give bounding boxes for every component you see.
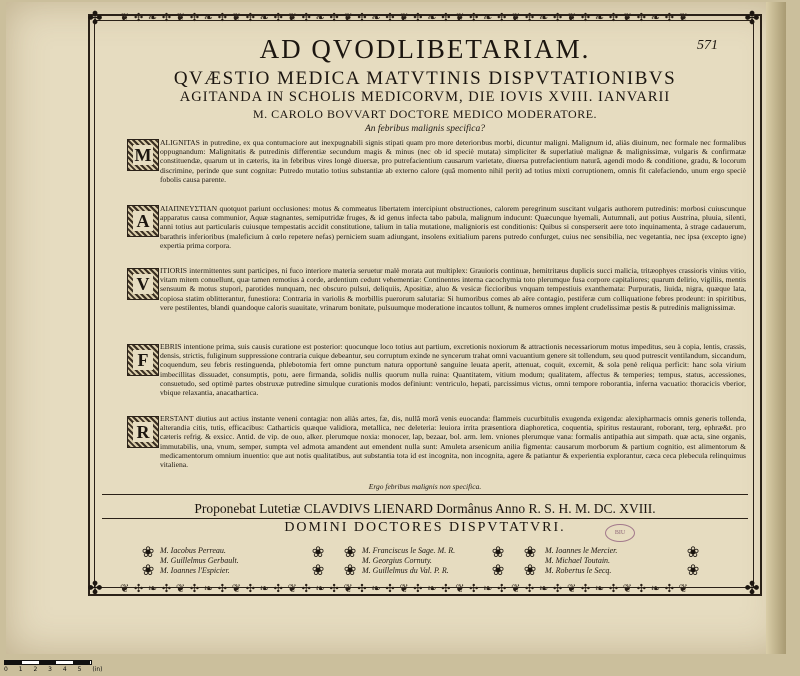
decorated-initial [127, 344, 159, 376]
divider [102, 494, 748, 495]
fleuron-icon: ❀ [686, 563, 700, 579]
corner-ornament-icon: ✤ [87, 578, 103, 598]
doctor-name: M. Guillelmus du Val. P. R. [362, 566, 449, 575]
doctor-list-col-1 [160, 546, 239, 576]
proponent-line: Proponebat Lutetiæ CLAVDIVS LIENARD Dormânus Anno R. S. H. M. DC. XVIII. [194, 501, 656, 516]
doctor-name: M. Robertus le Secq. [545, 566, 612, 575]
initial-letter: R [133, 422, 153, 442]
bottom-ornament-band: ❦ ✣ ❧ ✣ ❦ ✣ ❧ ✣ ❦ ✣ ❧ ✣ ❦ ✣ ❧ ✣ ❦ ✣ ❧ ✣ ❦ ✣ ❧ ✣ ❦ ✣ ❧ ✣ ❦ ✣ ❧ ✣ ❦ ✣ ❧ ✣ ❦ ✣ ❧ ✣ ❦ [120, 583, 689, 595]
decorated-initial [127, 268, 159, 300]
fleuron-icon: ❀ [523, 545, 537, 561]
conclusion: Ergo febribus malignis non specifica. [368, 482, 482, 491]
initial-letter: V [133, 274, 153, 294]
doctor-name: M. Georgius Cornuty. [362, 556, 432, 565]
thesis-question: An febribus malignis specifica? [364, 124, 486, 134]
paragraph-1: ALIGNITAS in putredine, ex qua contumaciore aut inexpugnabili signis stipati quam pro more deteriorıbus morbi, dicuntur maligni. Malignum id, aliàs diuinum, nec formale nec formalibus oppugnandum: Malignitatis & putredinis differentiæ secundum magis & minus (nec ob id speciè mutata) simpliciter & superlatiuè malignæ & malignissimæ, vulgaris & confirmatæ constituendæ, quarum ut in cæteris, ita in febribus vires longè diuersæ, pro putrefacientium causarum varietate, diuersa putrefacientium naturâ, agendi modo & conditione, gradu, & locorum discrimine, perinde que sunt cognitæ: Putredo mutatio totius substantiæ ab externo calore (quâ momento nihil perit) ad totius mixti corruptionem, omnis fit calefaciendo, unum ergo speciè fobolis causa parente. [160, 138, 746, 184]
fleuron-icon: ❀ [311, 545, 325, 561]
doctor-name: M. Michael Toutain. [545, 556, 611, 565]
decorated-initial [127, 416, 159, 448]
paragraph-4: EBRIS intentione prima, suis causis curatione est posterior: quocunque loco totius aut partium, excretionis noxiorum & attractionis necessariorum motus impeditus, seu à copia, lentis, crassis, densis, strictis, fuliginum suppressione contraria cuique debeantur, seu corruptum exinde ne syncerum trahat omni vacuantium genere sit tollendum, seu quod putrescit ventilandum, siccandum, coquendum, seu febris restinguenda, phlebotomia fert omne punctum natura opportunè sanguine leuata aperit, attenuat, coquit, excernit, & sola penè reliqua perficit: hanc sola virium imbecillitas dissuadet, consumptis, potu, aere firmanda, solidis nullis quorum nulla ruina: Quantitatem, vitium modum; qualitatem, affectus & temperies; tempus, status, accessiones, consuetudo, sed optimè partes obstruxæ putredine simulque curationis modos definiunt: ventriculo, hepati, parcissimus victus, omni tempore roborantia, inferna vacuatio: thoracicis vberior, vbique relaxantia, anacathartica. [160, 342, 746, 398]
book-gutter [766, 2, 786, 654]
subtitle-line-1: QVÆSTIO MEDICA MATVTINIS DISPVTATIONIBVS [173, 68, 677, 89]
corner-ornament-icon: ✤ [87, 8, 103, 28]
moderator-line: M. CAROLO BOVVART DOCTORE MEDICO MODERATORE. [252, 107, 598, 121]
initial-letter: M [134, 145, 152, 165]
page-number: 571 [697, 38, 718, 53]
corner-ornament-icon: ✤ [744, 578, 760, 598]
library-stamp: BIU [605, 524, 635, 542]
scale-bar [4, 660, 92, 665]
fleuron-icon: ❀ [343, 563, 357, 579]
main-title: AD QVODLIBETARIAM. [259, 34, 591, 64]
initial-letter: F [133, 350, 153, 370]
scale-labels: 0 1 2 3 4 5 (in) [4, 666, 103, 673]
top-ornament-band: ❦ ✣ ❧ ✣ ❦ ✣ ❧ ✣ ❦ ✣ ❧ ✣ ❦ ✣ ❧ ✣ ❦ ✣ ❧ ✣ ❦ ✣ ❧ ✣ ❦ ✣ ❧ ✣ ❦ ✣ ❧ ✣ ❦ ✣ ❧ ✣ ❦ ✣ ❧ ✣ ❦ [120, 12, 689, 24]
paragraph-5: ERSTANT diutius aut actius instante veneni contagia: non aliàs artes, fæ, dis, nullâ morâ venis euocanda: flammeis cucurbitulis exugenda exigenda: alexipharmacis omnis generis tollenda, alterandia citis, tutis, efficacibus: Catharticis quæque validiora, metallica, nec deleteria: leuiora irrita præsentiora diaphoretica, coquentia, spiritus restaurant, roborant, terg, ephræ&t. pro cæteris refrig. & exsicc. Antid. de vip. de ouo, alker. plerumque noxia: monocer, lap, bezaar, bol. arm. lem. vniones plerumque vana: formalis antipathia aut simpath. quæ acta, sine organis, immutabilis, una, vnum, semper, sumpta vel admota amandent aut emendent nulla sunt: Amuleta arsenicum anilia figmenta: causarum morborum & partium cognitio, est alimentorum & medicamentorum omnium inuentio: que aut notis qualitatibus, aut substantia tota id est incognita, non incognita, agere & patiantur & experientia explorantur, cæca ceca plebecula relinquimus vitaliena. [160, 414, 746, 470]
paragraph-2: ΑΙΑΠΝΕΥΣΤΙΑΝ quotquot pariunt occlusiones: motus & commeatus libertatem intercipiunt obstructiones, calorem peregrinum suscitant vulgaris authorem putredinis: morbosi cuiuscunque apparatus causa communior, Aquæ stagnantes, semiputridæ fruges, & id genus infecta tabo pabula, malignum inducunt: Quæcunque hyemali, Autumnali, aut potius Austrina, pluuia, silenti, anni totius aut particularis cuiusque tempestatis accidit constitutione, talium in talia mutatione, malignioris est conditionis: Quibus si consperserit aere toto inquinamenta, à strage cadauerum, barathris inferioribus (maleficium à cœlo repetere nefas) perniciem suam adiungant, insolens exitialium parens putredo confurget, cuius nec sensibilia, nec vegetantia, nec ipsa (excepto igne) expertia prima corpora. [160, 204, 746, 250]
fleuron-icon: ❀ [343, 545, 357, 561]
corner-ornament-icon: ✤ [744, 8, 760, 28]
fleuron-icon: ❀ [523, 563, 537, 579]
decorated-initial [127, 139, 159, 171]
fleuron-icon: ❀ [491, 563, 505, 579]
measurement-scale [0, 660, 110, 676]
fleuron-icon: ❀ [686, 545, 700, 561]
doctors-heading: DOMINI DOCTORES DISPVTATVRI. [284, 520, 566, 535]
doctor-name: M. Franciscus le Sage. M. R. [362, 546, 456, 555]
decorated-initial [127, 205, 159, 237]
doctor-name: M. Ioannes l'Espicier. [160, 566, 230, 575]
fleuron-icon: ❀ [141, 563, 155, 579]
fleuron-icon: ❀ [141, 545, 155, 561]
divider [102, 518, 748, 519]
doctor-list-col-3 [545, 546, 617, 576]
doctor-name: M. Ioannes le Mercier. [545, 546, 618, 555]
paragraph-3: ITIORIS intermittentes sunt participes, ni fuco interiore materia seruetur malè morata aut multiplex: Grauioris continuæ, hemitritæus duplicis succi malicia, tritæophyes crassioris vinius vitio, vitam mitem conuellunt, quæ tamen remotius à corde, ardentium cedunt vehementiæ: Continentes interna cacochymia toto plerumque fusa corpore capitaliores; quarum delirio, vigiliis, mentis sensuum & motus stupori, parotides nunquam, nec obscuro pulsui, deliquiis, Apositiæ, aluo & vesicæ ficcioribus vnquam tempestiuis exanthemata: Purpuratis, liuida, nigra, quæque lata, copiosa statim oblitterantur, funestiora: Contraria in variolis & morbillis puerorum salutaria: Si humoribus comes ab aëre contagio, pestiferæ cum colliquatione febres prodeunt: in spiritibus, vere pestilentes, blandi quandoque caloris suauitate, vrinarum bonitate, pulsuumque moderatione incautos tollunt, & numeros omnes implent crudelissimæ pestis & putredinis malignissimæ. [160, 266, 746, 312]
fleuron-icon: ❀ [491, 545, 505, 561]
doctor-list-col-2 [362, 546, 455, 576]
initial-letter: A [133, 211, 153, 231]
fleuron-icon: ❀ [311, 563, 325, 579]
subtitle-line-2: AGITANDA IN SCHOLIS MEDICORVM, DIE IOVIS XVIII. IANVARII [179, 89, 671, 105]
doctor-name: M. Iacobus Perreau. [160, 546, 226, 555]
doctor-name: M. Guillelmus Gerbault. [160, 556, 239, 565]
